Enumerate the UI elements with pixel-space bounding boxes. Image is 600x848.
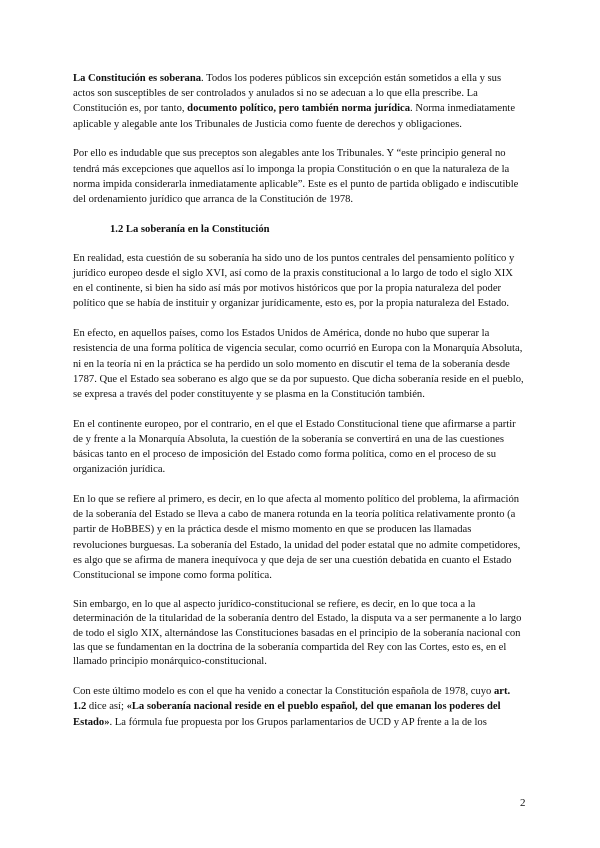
text-run: . Norma inmediatamente aplicable y alegable ante los Tribunales de Justicia como fuente de derechos y obligaciones.: [73, 103, 516, 130]
text-run: . Todos los poderes públicos sin excepción están sometidos a ella y sus actos son susceptibles de ser controlados y anulados si no se adecuan a lo que ella prescribe. La Constitución es, por tanto,: [73, 73, 502, 115]
section-heading: 1.2 La soberanía en la Constitución: [110, 223, 270, 235]
paragraph-sin-embargo: [73, 598, 525, 670]
paragraph-continente-europeo: [73, 417, 525, 478]
text-run: En realidad, esta cuestión de su soberanía ha sido uno de los puntos centrales del pensamiento político y jurídico europeo desde el siglo XVI, así como de la praxis constitucional a lo largo de todo el siglo XIX en el continente, si bien ha sido así más por motivos históricos que por la propia naturaleza del poder político que se había de instituir y organizar jurídicamente, esto es, por la propia naturaleza del Estado.: [73, 252, 515, 310]
text-run: dice así;: [86, 701, 127, 713]
paragraph-primero: [73, 492, 525, 583]
text-run: Por ello es indudable que sus preceptos son alegables ante los Tribunales. Y “este principio general no tendrá más excepciones que aquellos así lo imponga la propia Constitución o en que la naturaleza de la norma impida considerarla inmediatamente aplicable”. Este es el punto de partida obligado e indiscutible del ordenamiento jurídico que arranca de la Constitución de 1978.: [73, 148, 519, 205]
text-run: La Constitución es soberana: [73, 73, 202, 84]
text-run: documento político, pero también norma jurídica: [187, 103, 411, 115]
text-run: En lo que se refiere al primero, es decir, en lo que afecta al momento político del problema, la afirmación de la soberanía del Estado se lleva a cabo de manera rotunda en la teoría política relativamente pronto (a partir de HoBBES) y en la práctica desde el mismo momento en que se producen las llamadas revoluciones burguesas. La soberanía del Estado, la unidad del poder estatal que no admite competidores, es algo que se afirma de manera inequívoca y que deja de ser una cuestión debatida en cuanto el Estado Constitucional se impone como forma política.: [73, 493, 521, 581]
article-reference: art. 1.2: [73, 686, 511, 713]
page-body: [73, 71, 525, 744]
article-quote: «La soberanía nacional reside en el pueblo español, del que emanan los poderes del Estado»: [73, 701, 501, 728]
paragraph-preceptos-alegables: [73, 146, 525, 207]
page-number: 2: [520, 797, 526, 809]
paragraph-en-efecto: [73, 326, 525, 402]
text-run: . La fórmula fue propuesta por los Grupos parlamentarios de UCD y AP frente a la de los: [109, 716, 487, 728]
text-run: En efecto, en aquellos países, como los Estados Unidos de América, donde no hubo que superar la resistencia de una forma política de vigencia secular, como ocurrió en Europa con la Monarquía Absoluta, ni en la teoría ni en la práctica se ha perdido un solo momento en discutir el tema de la soberanía desde 1787. Que el Estado sea soberano es algo que se da por supuesto. Que dicha soberanía reside en el pueblo, se expresa a través del poder constituyente y se plasma en la Constitución también.: [73, 328, 524, 400]
paragraph-constitucion-soberana: [73, 71, 525, 132]
paragraph-ultimo-modelo: [73, 684, 525, 730]
text-run: Con este último modelo es con el que ha venido a conectar la Constitución española de 1978, cuyo: [73, 686, 494, 698]
text-run: En el continente europeo, por el contrario, en el que el Estado Constitucional tiene que afirmarse a partir de y frente a la Monarquía Absoluta, la cuestión de la soberanía se convertirá en una de las cuestiones básicas tanto en el proceso de imposición del Estado como forma política, como en el proceso de su organización jurídica.: [73, 418, 516, 476]
paragraph-en-realidad: [73, 251, 525, 312]
text-run: Sin embargo, en lo que al aspecto jurídico-constitucional se refiere, es decir, en lo que toca a la determinación de la titularidad de la soberanía dentro del Estado, la disputa va a ser permanente a lo largo de todo el siglo XIX, alternándose las Constituciones basadas en el principio de la soberanía nacional con las que se fundamentan en la doctrina de la soberanía compartida del Rey con las Cortes, esto es, en el llamado principio monárquico-constitucional.: [73, 598, 522, 668]
